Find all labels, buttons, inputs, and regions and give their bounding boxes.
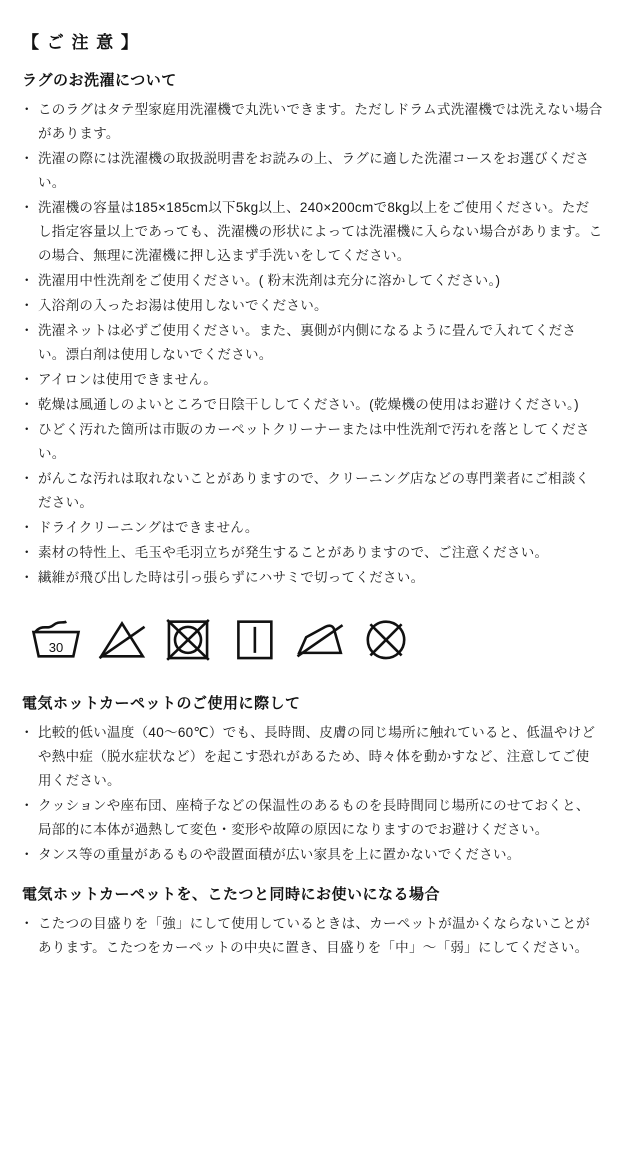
list-item: ・ 乾燥は風通しのよいところで日陰干ししてください。(乾燥機の使用はお避けください。) — [22, 393, 603, 417]
list-item: ・ ひどく汚れた箇所は市販のカーペットクリーナーまたは中性洗剤で汚れを落としてください。 — [22, 418, 603, 466]
note-list-kotatsu — [22, 912, 603, 960]
section-kotatsu — [22, 883, 603, 960]
note-list-hot-carpet — [22, 721, 603, 867]
list-item: ・ 洗濯機の容量は185×185cm以下5kg以上、240×200cmで8kg以上をご使用ください。ただし指定容量以上であっても、洗濯機の形状によっては洗濯機に入らない場合があります。この場合、無理に洗濯機に押し込まず手洗いをしてください。 — [22, 196, 603, 268]
list-item: ・ ドライクリーニングはできません。 — [22, 516, 603, 540]
list-item: ・ 繊維が飛び出した時は引っ張らずにハサミで切ってください。 — [22, 566, 603, 590]
no-dry-clean-symbol — [360, 616, 412, 662]
section-washing — [22, 69, 603, 590]
wash-30-symbol — [30, 616, 82, 662]
list-item: ・ 洗濯用中性洗剤をご使用ください。( 粉末洗剤は充分に溶かしてください。) — [22, 269, 603, 293]
list-item: ・ アイロンは使用できません。 — [22, 368, 603, 392]
list-item: ・ 入浴剤の入ったお湯は使用しないでください。 — [22, 294, 603, 318]
section-heading-hot-carpet: 電気ホットカーペットのご使用に際して — [22, 695, 301, 713]
note-list-washing — [22, 98, 603, 590]
list-item: ・ クッションや座布団、座椅子などの保温性のあるものを長時間同じ場所にのせておくと、局部的に本体が過熱して変色・変形や故障の原因になりますのでお避けください。 — [22, 794, 603, 842]
list-item: ・ がんこな汚れは取れないことがありますので、クリーニング店などの専門業者にご相談ください。 — [22, 467, 603, 515]
wash-temp-label: 30 — [48, 640, 64, 656]
list-item: ・ 比較的低い温度（40〜60℃）でも、長時間、皮膚の同じ場所に触れていると、低温やけどや熱中症（脱水症状など）を起こす恐れがあるため、時々体を動かすなど、注意してご使用ください。 — [22, 721, 603, 793]
list-item: ・ 洗濯の際には洗濯機の取扱説明書をお読みの上、ラグに適した洗濯コースをお選びください。 — [22, 147, 603, 195]
section-heading-kotatsu: 電気ホットカーペットを、こたつと同時にお使いになる場合 — [22, 886, 441, 904]
list-item: ・ こたつの目盛りを「強」にして使用しているときは、カーペットが温かくならないことがあります。こたつをカーペットの中央に置き、目盛りを「中」〜「弱」にしてください。 — [22, 912, 603, 960]
care-symbol-row — [30, 616, 603, 662]
no-tumble-dry-symbol — [162, 616, 214, 662]
list-item: ・ 洗濯ネットは必ずご使用ください。また、裏側が内側になるように畳んで入れてください。漂白剤は使用しないでください。 — [22, 319, 603, 367]
section-hot-carpet — [22, 692, 603, 867]
no-bleach-symbol — [96, 616, 148, 662]
page-title: 【 ご 注 意 】 — [22, 33, 140, 52]
section-heading-washing: ラグのお洗濯について — [22, 72, 177, 89]
list-item: ・ 素材の特性上、毛玉や毛羽立ちが発生することがありますので、ご注意ください。 — [22, 541, 603, 565]
list-item: ・ タンス等の重量があるものや設置面積が広い家具を上に置かないでください。 — [22, 843, 603, 867]
list-item: ・ このラグはタテ型家庭用洗濯機で丸洗いできます。ただしドラム式洗濯機では洗えない場合があります。 — [22, 98, 603, 146]
no-iron-symbol — [294, 616, 346, 662]
drip-dry-shade-symbol — [228, 616, 280, 662]
